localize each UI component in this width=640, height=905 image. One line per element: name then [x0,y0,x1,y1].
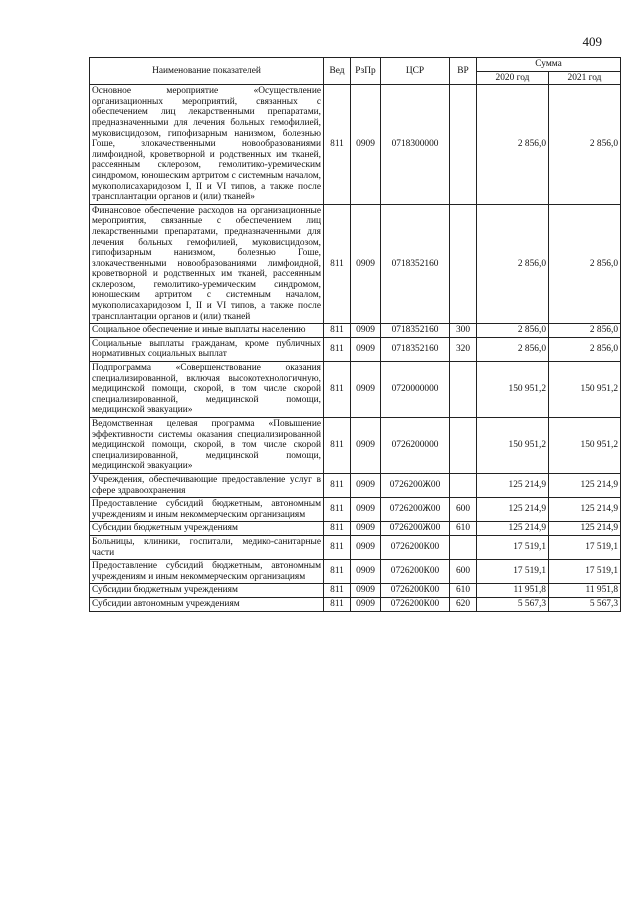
cell-csr: 0726200Ж00 [381,498,450,522]
cell-csr: 0726200000 [381,418,450,474]
cell-rzpr: 0909 [351,597,381,611]
cell-name: Социальные выплаты гражданам, кроме публичных нормативных социальных выплат [90,337,324,361]
cell-rzpr: 0909 [351,418,381,474]
cell-rzpr: 0909 [351,498,381,522]
cell-2021: 125 214,9 [549,522,621,536]
cell-csr: 0726200К00 [381,535,450,559]
cell-rzpr: 0909 [351,362,381,418]
cell-vr: 320 [450,337,477,361]
cell-name: Больницы, клиники, госпитали, медико-санитарные части [90,535,324,559]
cell-2021: 2 856,0 [549,85,621,205]
header-ved: Вед [324,58,351,85]
cell-2021: 5 567,3 [549,597,621,611]
cell-name: Субсидии бюджетным учреждениям [90,584,324,598]
cell-2021: 125 214,9 [549,473,621,497]
table-row [90,473,621,497]
cell-name: Финансовое обеспечение расходов на организационные мероприятия, связанные с обеспечением лиц лекарственными препаратами, предназначенными для лечения больных гемофилией, муковисцидозом, гипофизарным нанизмом, болезнью Гоше, злокачественными новообразованиями лимфоидной, кроветворной и родственных им тканей, рассеянным склерозом, гемолитико-уремическим синдромом, юношеским артритом с системным началом, мукополисахаридозом I, II и VI типов, а также после трансплантации органов и (или) тканей [90,204,324,324]
cell-ved: 811 [324,473,351,497]
cell-2020: 11 951,8 [477,584,549,598]
cell-vr [450,362,477,418]
cell-rzpr: 0909 [351,473,381,497]
table-row [90,535,621,559]
cell-ved: 811 [324,204,351,324]
cell-csr: 0726200К00 [381,584,450,598]
header-sum: Сумма [477,58,621,72]
cell-vr: 600 [450,560,477,584]
cell-name: Учреждения, обеспечивающие предоставление услуг в сфере здравоохранения [90,473,324,497]
header-vr: ВР [450,58,477,85]
cell-2021: 17 519,1 [549,535,621,559]
cell-ved: 811 [324,362,351,418]
cell-vr [450,535,477,559]
cell-2021: 2 856,0 [549,204,621,324]
cell-2020: 2 856,0 [477,324,549,338]
cell-ved: 811 [324,85,351,205]
table-row [90,597,621,611]
table-row [90,418,621,474]
cell-2020: 5 567,3 [477,597,549,611]
table-row [90,498,621,522]
table-row [90,362,621,418]
cell-ved: 811 [324,324,351,338]
cell-ved: 811 [324,498,351,522]
cell-name: Субсидии автономным учреждениям [90,597,324,611]
cell-name: Субсидии бюджетным учреждениям [90,522,324,536]
cell-csr: 0718352160 [381,337,450,361]
cell-rzpr: 0909 [351,584,381,598]
cell-2020: 2 856,0 [477,204,549,324]
cell-csr: 0726200Ж00 [381,473,450,497]
table-header [90,58,621,85]
header-rzpr: РзПр [351,58,381,85]
cell-2021: 11 951,8 [549,584,621,598]
cell-2021: 17 519,1 [549,560,621,584]
cell-2021: 125 214,9 [549,498,621,522]
header-2021: 2021 год [549,71,621,85]
cell-2020: 150 951,2 [477,418,549,474]
table-row [90,85,621,205]
cell-2020: 125 214,9 [477,473,549,497]
cell-2020: 150 951,2 [477,362,549,418]
cell-name: Предоставление субсидий бюджетным, автономным учреждениям и иным некоммерческим организациям [90,498,324,522]
cell-ved: 811 [324,522,351,536]
cell-ved: 811 [324,418,351,474]
cell-2020: 17 519,1 [477,535,549,559]
cell-csr: 0718352160 [381,324,450,338]
cell-csr: 0726200К00 [381,597,450,611]
cell-name: Предоставление субсидий бюджетным, автономным учреждениям и иным некоммерческим организациям [90,560,324,584]
cell-name: Основное мероприятие «Осуществление организационных мероприятий, связанных с обеспечением лиц лекарственными препаратами, предназначенными для лечения больных гемофилией, муковисцидозом, гипофизарным нанизмом, болезнью Гоше, злокачественными новообразованиями лимфоидной, кроветворной и родственных им тканей, рассеянным склерозом, гемолитико-уремическим синдромом, юношеским артритом с системным началом, мукополисахаридозом I, II и VI типов, а также после трансплантации органов и (или) тканей» [90,85,324,205]
cell-rzpr: 0909 [351,522,381,536]
cell-2020: 17 519,1 [477,560,549,584]
cell-rzpr: 0909 [351,204,381,324]
cell-ved: 811 [324,560,351,584]
cell-name: Социальное обеспечение и иные выплаты населению [90,324,324,338]
cell-rzpr: 0909 [351,535,381,559]
cell-2020: 2 856,0 [477,85,549,205]
cell-vr: 600 [450,498,477,522]
cell-name: Подпрограмма «Совершенствование оказания специализированной, включая высокотехнологичную, медицинской помощи, скорой, в том числе скорой специализированной, медицинской помощи, медицинской эвакуации» [90,362,324,418]
cell-rzpr: 0909 [351,85,381,205]
cell-vr [450,204,477,324]
cell-2021: 150 951,2 [549,362,621,418]
table-row [90,337,621,361]
cell-name: Ведомственная целевая программа «Повышение эффективности системы оказания специализированной медицинской помощи, скорой, в том числе скорой специализированной, медицинской помощи, медицинской эвакуации» [90,418,324,474]
cell-2020: 2 856,0 [477,337,549,361]
cell-csr: 0718300000 [381,85,450,205]
cell-ved: 811 [324,535,351,559]
header-2020: 2020 год [477,71,549,85]
cell-2021: 2 856,0 [549,324,621,338]
table-row [90,560,621,584]
table-row [90,324,621,338]
cell-ved: 811 [324,337,351,361]
cell-rzpr: 0909 [351,324,381,338]
header-csr: ЦСР [381,58,450,85]
cell-rzpr: 0909 [351,560,381,584]
cell-csr: 0720000000 [381,362,450,418]
cell-ved: 811 [324,597,351,611]
cell-ved: 811 [324,584,351,598]
header-name: Наименование показателей [90,58,324,85]
cell-rzpr: 0909 [351,337,381,361]
cell-vr: 610 [450,522,477,536]
cell-csr: 0718352160 [381,204,450,324]
table-row [90,204,621,324]
cell-2021: 2 856,0 [549,337,621,361]
cell-2020: 125 214,9 [477,498,549,522]
cell-vr [450,418,477,474]
cell-vr [450,85,477,205]
cell-vr: 300 [450,324,477,338]
budget-table [89,57,621,612]
cell-csr: 0726200Ж00 [381,522,450,536]
cell-csr: 0726200К00 [381,560,450,584]
table-row [90,584,621,598]
cell-vr: 620 [450,597,477,611]
cell-2021: 150 951,2 [549,418,621,474]
table-row [90,522,621,536]
cell-vr: 610 [450,584,477,598]
cell-2020: 125 214,9 [477,522,549,536]
page-number: 409 [582,34,602,49]
cell-vr [450,473,477,497]
table-body [90,85,621,611]
